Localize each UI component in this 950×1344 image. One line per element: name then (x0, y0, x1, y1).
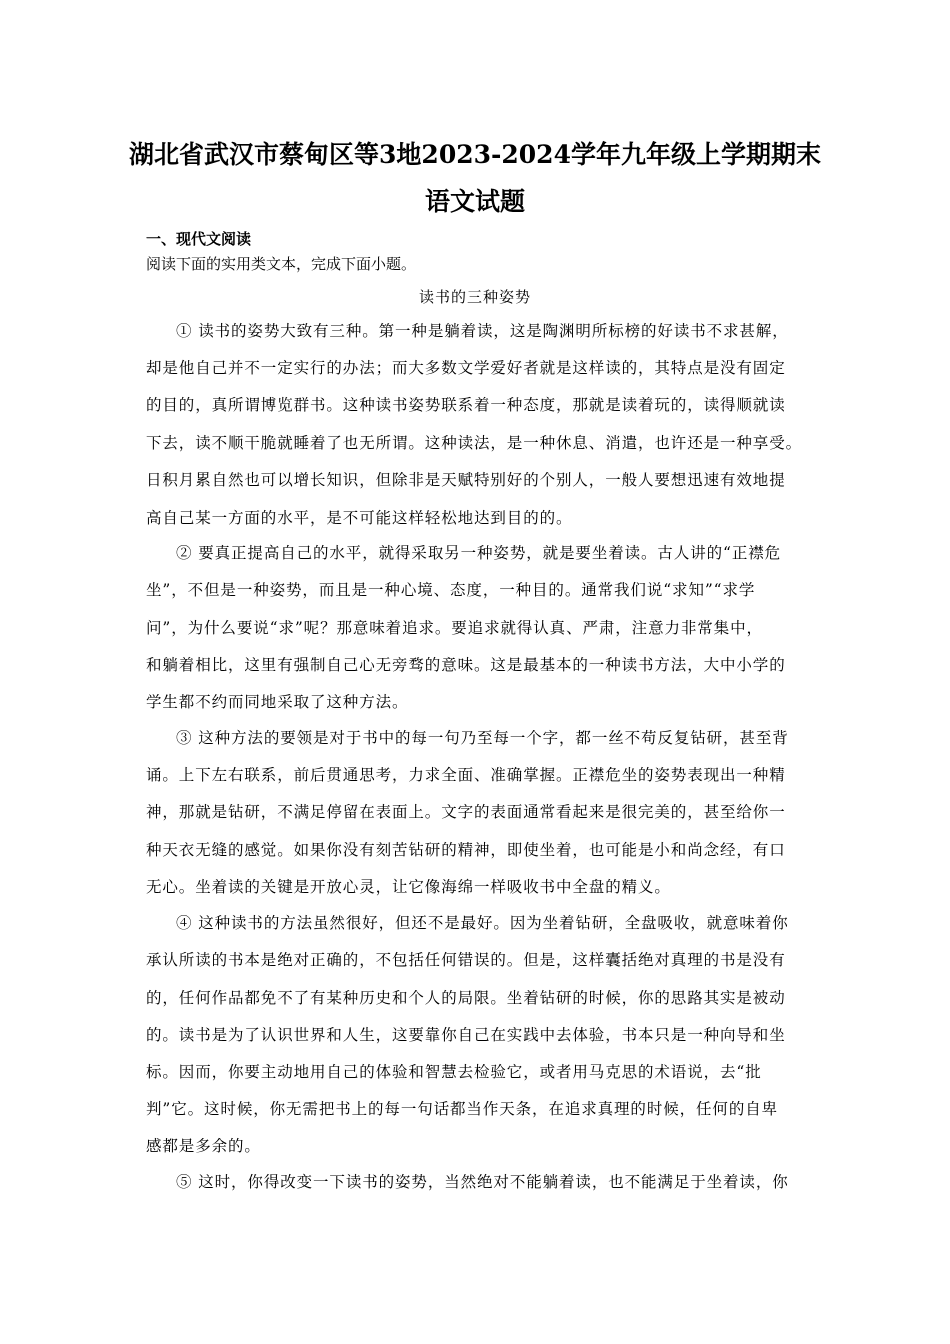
paragraph-line: 高自己某一方面的水平，是不可能这样轻松地达到目的的。 (146, 509, 573, 527)
paragraph-line: 的目的，真所谓博览群书。这种读书姿势联系着一种态度，那就是读着玩的，读得顺就读 (146, 396, 786, 414)
paragraph-line: ③ 这种方法的要领是对于书中的每一句乃至每一个字，都一丝不苟反复钻研，甚至背 (176, 729, 789, 747)
article-title: 读书的三种姿势 (418, 288, 531, 306)
paragraph-line: 的。读书是为了认识世界和人生，这要靠你自己在实践中去体验，书本只是一种向导和坐 (146, 1026, 786, 1044)
section-heading: 一、现代文阅读 (146, 230, 252, 248)
paragraph-line: 承认所读的书本是绝对正确的，不包括任何错误的。但是，这样囊括绝对真理的书是没有 (146, 951, 786, 969)
document-title-line-2: 语文试题 (424, 187, 525, 216)
paragraph-line: 却是他自己并不一定实行的办法；而大多数文学爱好者就是这样读的，其特点是没有固定 (146, 359, 786, 377)
paragraph-line: ① 读书的姿势大致有三种。第一种是躺着读，这是陶渊明所标榜的好读书不求甚解， (176, 322, 789, 340)
paragraph-line: 的，任何作品都免不了有某种历史和个人的局限。坐着钻研的时候，你的思路其实是被动 (146, 989, 786, 1007)
paragraph-line: 日积月累自然也可以增长知识，但除非是天赋特别好的个别人，一般人要想迅速有效地提 (146, 471, 786, 489)
paragraph-line: 判”它。这时候，你无需把书上的每一句话都当作天条，在追求真理的时候，任何的自卑 (146, 1100, 779, 1118)
paragraph-line: 感都是多余的。 (146, 1137, 261, 1155)
paragraph-line: 下去，读不顺干脆就睡着了也无所谓。这种读法，是一种休息、消遣，也许还是一种享受。 (146, 434, 803, 452)
paragraph-line: ⑤ 这时，你得改变一下读书的姿势，当然绝对不能躺着读，也不能满足于坐着读，你 (176, 1173, 789, 1191)
paragraph-line: 诵。上下左右联系，前后贯通思考，力求全面、准确掌握。正襟危坐的姿势表现出一种精 (146, 766, 786, 784)
paragraph-line: 标。因而，你要主动地用自己的体验和智慧去检验它，或者用马克思的术语说，去“批 (146, 1063, 762, 1081)
paragraph-line: 学生都不约而同地采取了这种方法。 (146, 693, 409, 711)
paragraph-line: ④ 这种读书的方法虽然很好，但还不是最好。因为坐着钻研，全盘吸收，就意味着你 (176, 914, 789, 932)
instruction-text: 阅读下面的实用类文本，完成下面小题。 (146, 255, 417, 273)
paragraph-line: ② 要真正提高自己的水平，就得采取另一种姿势，就是要坐着读。古人讲的“正襟危 (176, 544, 782, 562)
paragraph-line: 种天衣无缝的感觉。如果你没有刻苦钻研的精神，即使坐着，也可能是小和尚念经，有口 (146, 841, 786, 859)
paragraph-line: 无心。坐着读的关键是开放心灵，让它像海绵一样吸收书中全盘的精义。 (146, 878, 671, 896)
paragraph-line: 坐”，不但是一种姿势，而且是一种心境、态度，一种目的。通常我们说“求知”“求学 (146, 581, 756, 599)
paragraph-line: 问”，为什么要说“求”呢？那意味着追求。要追求就得认真、严肃，注意力非常集中， (146, 619, 763, 637)
document-title-line-1: 湖北省武汉市蔡甸区等3地2023-2024学年九年级上学期期末 (129, 140, 821, 169)
paragraph-line: 和躺着相比，这里有强制自己心无旁骛的意味。这是最基本的一种读书方法，大中小学的 (146, 656, 786, 674)
paragraph-line: 神，那就是钻研，不满足停留在表面上。文字的表面通常看起来是很完美的，甚至给你一 (146, 803, 786, 821)
